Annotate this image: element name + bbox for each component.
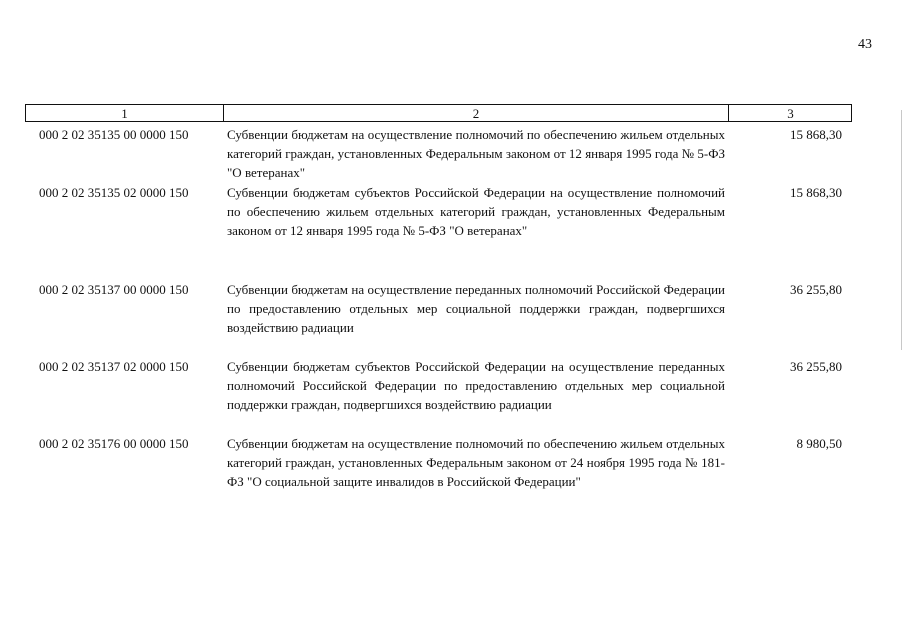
- row-description: Субвенции бюджетам на осуществление полномочий по обеспечению жильем отдельных категорий граждан, установленных Федеральным законом от 12 января 1995 года № 5-ФЗ "О ветеранах": [227, 127, 725, 180]
- column-header-2: 2: [224, 105, 729, 121]
- row-amount: 15 868,30: [790, 185, 842, 200]
- scan-edge-line: [901, 110, 902, 350]
- column-header-3: 3: [787, 106, 794, 121]
- table-header: [25, 104, 852, 122]
- row-amount: 36 255,80: [790, 282, 842, 297]
- budget-code: 000 2 02 35135 02 0000 150: [39, 185, 189, 200]
- row-description: Субвенции бюджетам субъектов Российской Федерации на осуществление полномочий по обеспечению жильем отдельных категорий граждан, установленных Федеральным законом от 12 января 1995 года № 5-ФЗ "О ветеранах": [227, 185, 725, 238]
- row-description: Субвенции бюджетам субъектов Российской Федерации на осуществление переданных полномочий Российской Федерации по предоставлению отдельных мер социальной поддержки граждан, подвергшихся воздействию радиации: [227, 359, 725, 412]
- row-amount: 36 255,80: [790, 359, 842, 374]
- budget-code: 000 2 02 35137 02 0000 150: [39, 359, 189, 374]
- row-description: Субвенции бюджетам на осуществление полномочий по обеспечению жильем отдельных категорий граждан, установленных Федеральным законом от 24 ноября 1995 года № 181-ФЗ "О социальной защите инвалидов в Российской Федерации": [227, 436, 725, 489]
- row-amount: 8 980,50: [796, 436, 842, 451]
- budget-code: 000 2 02 35135 00 0000 150: [39, 127, 189, 142]
- column-header-1: 1: [26, 105, 224, 121]
- page-number: 43: [858, 37, 872, 52]
- row-description: Субвенции бюджетам на осуществление переданных полномочий Российской Федерации по предоставлению отдельных мер социальной поддержки граждан, подвергшихся воздействию радиации: [227, 282, 725, 335]
- row-amount: 15 868,30: [790, 127, 842, 142]
- budget-code: 000 2 02 35137 00 0000 150: [39, 282, 189, 297]
- budget-code: 000 2 02 35176 00 0000 150: [39, 436, 189, 451]
